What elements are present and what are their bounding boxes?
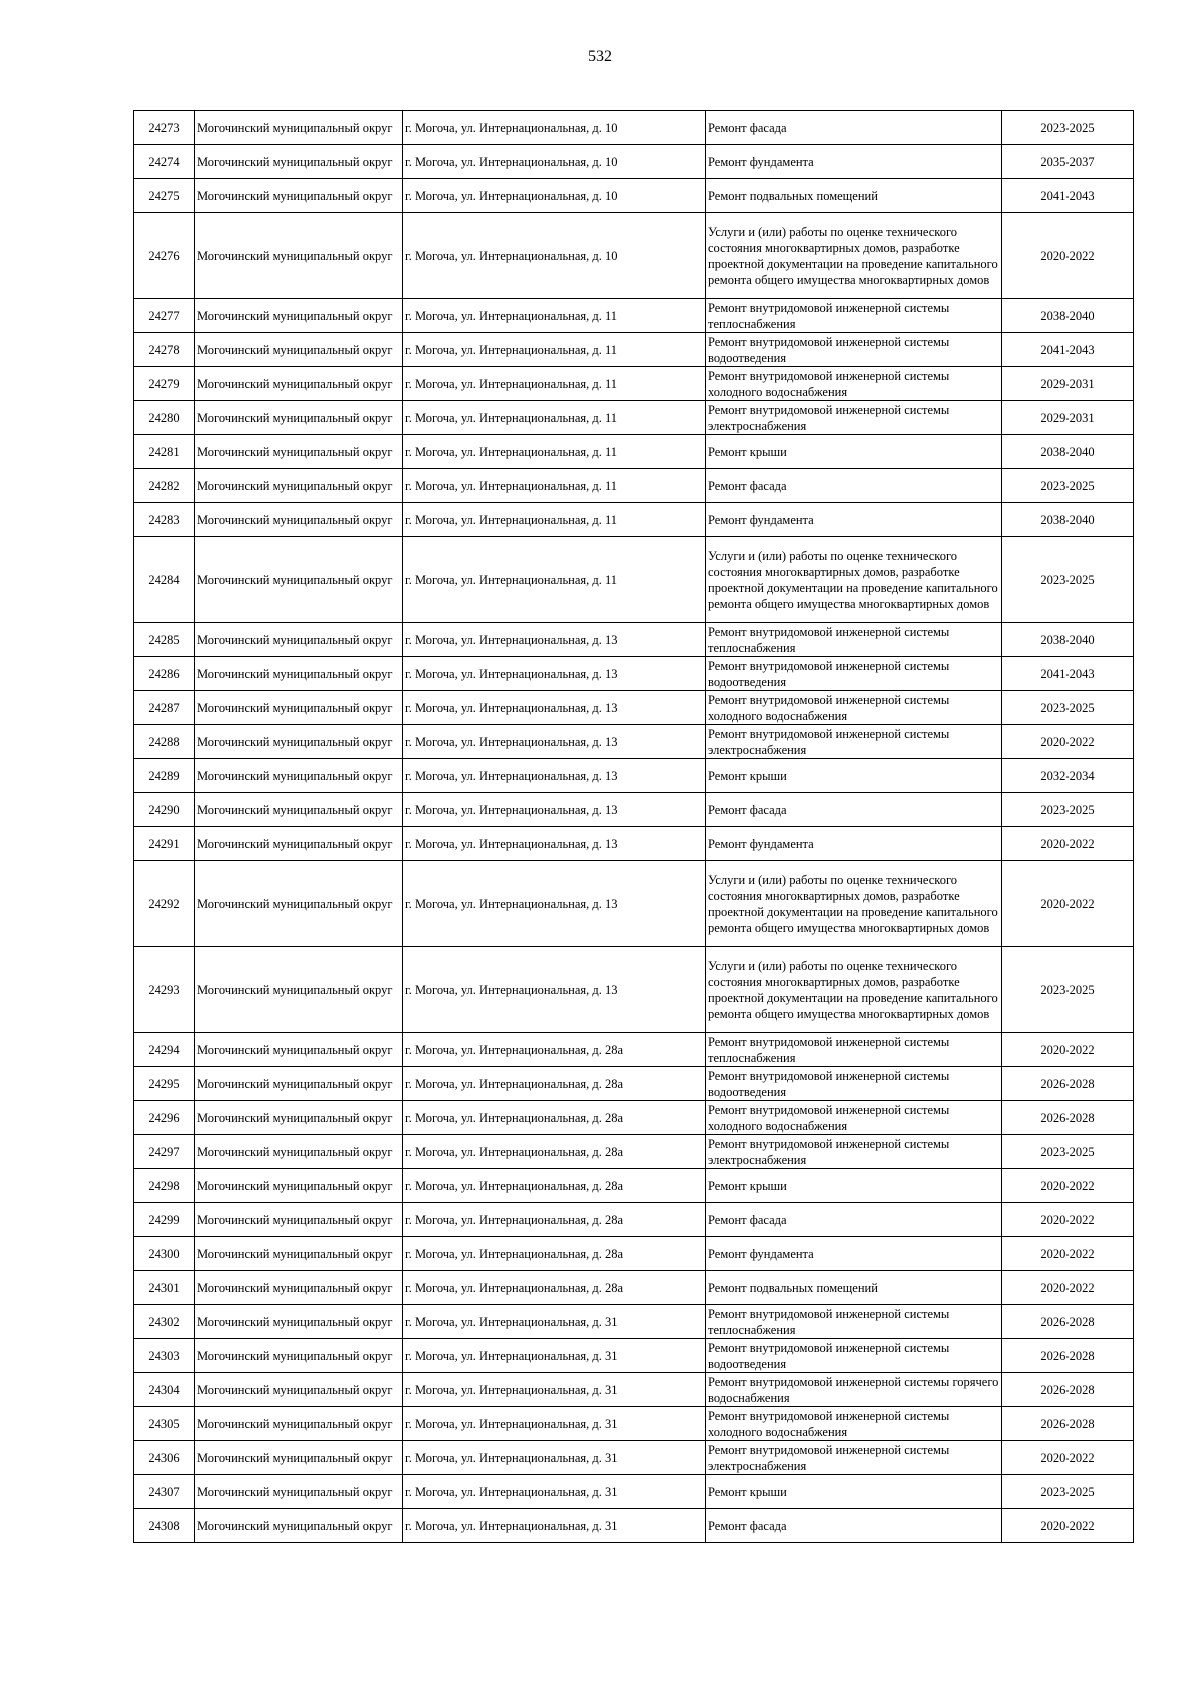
page-number: 532 bbox=[588, 48, 612, 65]
period-cell: 2020-2022 bbox=[1002, 1271, 1134, 1305]
address-cell: г. Могоча, ул. Интернациональная, д. 31 bbox=[403, 1305, 706, 1339]
address-cell: г. Могоча, ул. Интернациональная, д. 28а bbox=[403, 1169, 706, 1203]
municipality-cell: Могочинский муниципальный округ bbox=[195, 111, 403, 145]
table-row bbox=[134, 725, 1134, 759]
table-row bbox=[134, 947, 1134, 1033]
address-cell: г. Могоча, ул. Интернациональная, д. 13 bbox=[403, 861, 706, 947]
municipality-cell: Могочинский муниципальный округ bbox=[195, 947, 403, 1033]
repair-schedule-table bbox=[133, 110, 1134, 1543]
work-type-cell: Ремонт внутридомовой инженерной системы электроснабжения bbox=[706, 1135, 1002, 1169]
period-cell: 2020-2022 bbox=[1002, 1441, 1134, 1475]
row-number: 24278 bbox=[134, 333, 195, 367]
municipality-cell: Могочинский муниципальный округ bbox=[195, 1373, 403, 1407]
municipality-cell: Могочинский муниципальный округ bbox=[195, 1475, 403, 1509]
row-number: 24308 bbox=[134, 1509, 195, 1543]
table-row bbox=[134, 623, 1134, 657]
period-cell: 2023-2025 bbox=[1002, 469, 1134, 503]
row-number: 24280 bbox=[134, 401, 195, 435]
period-cell: 2026-2028 bbox=[1002, 1407, 1134, 1441]
row-number: 24285 bbox=[134, 623, 195, 657]
table-row bbox=[134, 1169, 1134, 1203]
table-row bbox=[134, 1067, 1134, 1101]
period-cell: 2035-2037 bbox=[1002, 145, 1134, 179]
municipality-cell: Могочинский муниципальный округ bbox=[195, 435, 403, 469]
work-type-cell: Ремонт внутридомовой инженерной системы теплоснабжения bbox=[706, 299, 1002, 333]
work-type-cell: Ремонт внутридомовой инженерной системы электроснабжения bbox=[706, 725, 1002, 759]
work-type-cell: Ремонт внутридомовой инженерной системы водоотведения bbox=[706, 657, 1002, 691]
work-type-cell: Ремонт фасада bbox=[706, 111, 1002, 145]
row-number: 24297 bbox=[134, 1135, 195, 1169]
period-cell: 2038-2040 bbox=[1002, 299, 1134, 333]
row-number: 24307 bbox=[134, 1475, 195, 1509]
work-type-cell: Ремонт внутридомовой инженерной системы водоотведения bbox=[706, 1339, 1002, 1373]
work-type-cell: Ремонт фундамента bbox=[706, 503, 1002, 537]
period-cell: 2023-2025 bbox=[1002, 1135, 1134, 1169]
address-cell: г. Могоча, ул. Интернациональная, д. 31 bbox=[403, 1509, 706, 1543]
table-row bbox=[134, 759, 1134, 793]
municipality-cell: Могочинский муниципальный округ bbox=[195, 691, 403, 725]
work-type-cell: Ремонт внутридомовой инженерной системы теплоснабжения bbox=[706, 623, 1002, 657]
row-number: 24306 bbox=[134, 1441, 195, 1475]
address-cell: г. Могоча, ул. Интернациональная, д. 11 bbox=[403, 401, 706, 435]
address-cell: г. Могоча, ул. Интернациональная, д. 13 bbox=[403, 691, 706, 725]
address-cell: г. Могоча, ул. Интернациональная, д. 31 bbox=[403, 1373, 706, 1407]
work-type-cell: Ремонт внутридомовой инженерной системы холодного водоснабжения bbox=[706, 367, 1002, 401]
municipality-cell: Могочинский муниципальный округ bbox=[195, 1441, 403, 1475]
table-row bbox=[134, 1237, 1134, 1271]
table-row bbox=[134, 1271, 1134, 1305]
work-type-cell: Ремонт подвальных помещений bbox=[706, 1271, 1002, 1305]
row-number: 24302 bbox=[134, 1305, 195, 1339]
municipality-cell: Могочинский муниципальный округ bbox=[195, 503, 403, 537]
work-type-cell: Ремонт фасада bbox=[706, 793, 1002, 827]
period-cell: 2041-2043 bbox=[1002, 179, 1134, 213]
work-type-cell: Ремонт внутридомовой инженерной системы холодного водоснабжения bbox=[706, 1407, 1002, 1441]
municipality-cell: Могочинский муниципальный округ bbox=[195, 1339, 403, 1373]
table-row bbox=[134, 333, 1134, 367]
municipality-cell: Могочинский муниципальный округ bbox=[195, 1033, 403, 1067]
period-cell: 2020-2022 bbox=[1002, 1033, 1134, 1067]
work-type-cell: Ремонт внутридомовой инженерной системы электроснабжения bbox=[706, 401, 1002, 435]
municipality-cell: Могочинский муниципальный округ bbox=[195, 1407, 403, 1441]
period-cell: 2020-2022 bbox=[1002, 1237, 1134, 1271]
address-cell: г. Могоча, ул. Интернациональная, д. 13 bbox=[403, 657, 706, 691]
row-number: 24288 bbox=[134, 725, 195, 759]
municipality-cell: Могочинский муниципальный округ bbox=[195, 827, 403, 861]
address-cell: г. Могоча, ул. Интернациональная, д. 28а bbox=[403, 1101, 706, 1135]
municipality-cell: Могочинский муниципальный округ bbox=[195, 469, 403, 503]
row-number: 24274 bbox=[134, 145, 195, 179]
address-cell: г. Могоча, ул. Интернациональная, д. 28а bbox=[403, 1033, 706, 1067]
row-number: 24286 bbox=[134, 657, 195, 691]
work-type-cell: Ремонт фундамента bbox=[706, 827, 1002, 861]
work-type-cell: Услуги и (или) работы по оценке технического состояния многоквартирных домов, разработке проектной документации на проведение капитального ремонта общего имущества многоквартирных домов bbox=[706, 537, 1002, 623]
address-cell: г. Могоча, ул. Интернациональная, д. 13 bbox=[403, 947, 706, 1033]
municipality-cell: Могочинский муниципальный округ bbox=[195, 1237, 403, 1271]
row-number: 24295 bbox=[134, 1067, 195, 1101]
table-row bbox=[134, 537, 1134, 623]
work-type-cell: Ремонт крыши bbox=[706, 1169, 1002, 1203]
row-number: 24303 bbox=[134, 1339, 195, 1373]
municipality-cell: Могочинский муниципальный округ bbox=[195, 1203, 403, 1237]
table-row bbox=[134, 1135, 1134, 1169]
period-cell: 2023-2025 bbox=[1002, 111, 1134, 145]
municipality-cell: Могочинский муниципальный округ bbox=[195, 759, 403, 793]
row-number: 24287 bbox=[134, 691, 195, 725]
period-cell: 2026-2028 bbox=[1002, 1339, 1134, 1373]
table-row bbox=[134, 1373, 1134, 1407]
table-row bbox=[134, 503, 1134, 537]
table-row bbox=[134, 793, 1134, 827]
table-row bbox=[134, 1339, 1134, 1373]
table-row bbox=[134, 1407, 1134, 1441]
table-row bbox=[134, 367, 1134, 401]
municipality-cell: Могочинский муниципальный округ bbox=[195, 333, 403, 367]
municipality-cell: Могочинский муниципальный округ bbox=[195, 145, 403, 179]
period-cell: 2038-2040 bbox=[1002, 435, 1134, 469]
address-cell: г. Могоча, ул. Интернациональная, д. 28а bbox=[403, 1237, 706, 1271]
row-number: 24299 bbox=[134, 1203, 195, 1237]
municipality-cell: Могочинский муниципальный округ bbox=[195, 725, 403, 759]
table-row bbox=[134, 1475, 1134, 1509]
table-row bbox=[134, 111, 1134, 145]
table-row bbox=[134, 827, 1134, 861]
row-number: 24281 bbox=[134, 435, 195, 469]
table-row bbox=[134, 145, 1134, 179]
work-type-cell: Ремонт внутридомовой инженерной системы теплоснабжения bbox=[706, 1033, 1002, 1067]
work-type-cell: Ремонт внутридомовой инженерной системы теплоснабжения bbox=[706, 1305, 1002, 1339]
period-cell: 2023-2025 bbox=[1002, 691, 1134, 725]
municipality-cell: Могочинский муниципальный округ bbox=[195, 861, 403, 947]
row-number: 24283 bbox=[134, 503, 195, 537]
table-row bbox=[134, 657, 1134, 691]
municipality-cell: Могочинский муниципальный округ bbox=[195, 1135, 403, 1169]
address-cell: г. Могоча, ул. Интернациональная, д. 31 bbox=[403, 1407, 706, 1441]
period-cell: 2020-2022 bbox=[1002, 861, 1134, 947]
row-number: 24279 bbox=[134, 367, 195, 401]
row-number: 24276 bbox=[134, 213, 195, 299]
address-cell: г. Могоча, ул. Интернациональная, д. 28а bbox=[403, 1067, 706, 1101]
row-number: 24293 bbox=[134, 947, 195, 1033]
address-cell: г. Могоча, ул. Интернациональная, д. 28а bbox=[403, 1135, 706, 1169]
work-type-cell: Ремонт крыши bbox=[706, 1475, 1002, 1509]
row-number: 24294 bbox=[134, 1033, 195, 1067]
municipality-cell: Могочинский муниципальный округ bbox=[195, 367, 403, 401]
period-cell: 2023-2025 bbox=[1002, 537, 1134, 623]
work-type-cell: Ремонт крыши bbox=[706, 759, 1002, 793]
row-number: 24305 bbox=[134, 1407, 195, 1441]
address-cell: г. Могоча, ул. Интернациональная, д. 28а bbox=[403, 1271, 706, 1305]
municipality-cell: Могочинский муниципальный округ bbox=[195, 213, 403, 299]
address-cell: г. Могоча, ул. Интернациональная, д. 13 bbox=[403, 827, 706, 861]
work-type-cell: Ремонт внутридомовой инженерной системы горячего водоснабжения bbox=[706, 1373, 1002, 1407]
row-number: 24277 bbox=[134, 299, 195, 333]
row-number: 24282 bbox=[134, 469, 195, 503]
period-cell: 2026-2028 bbox=[1002, 1305, 1134, 1339]
table-row bbox=[134, 1203, 1134, 1237]
period-cell: 2023-2025 bbox=[1002, 793, 1134, 827]
address-cell: г. Могоча, ул. Интернациональная, д. 11 bbox=[403, 469, 706, 503]
municipality-cell: Могочинский муниципальный округ bbox=[195, 1101, 403, 1135]
municipality-cell: Могочинский муниципальный округ bbox=[195, 537, 403, 623]
period-cell: 2041-2043 bbox=[1002, 657, 1134, 691]
work-type-cell: Услуги и (или) работы по оценке технического состояния многоквартирных домов, разработке проектной документации на проведение капитального ремонта общего имущества многоквартирных домов bbox=[706, 213, 1002, 299]
period-cell: 2026-2028 bbox=[1002, 1101, 1134, 1135]
address-cell: г. Могоча, ул. Интернациональная, д. 28а bbox=[403, 1203, 706, 1237]
work-type-cell: Ремонт фасада bbox=[706, 469, 1002, 503]
period-cell: 2020-2022 bbox=[1002, 1509, 1134, 1543]
table-row bbox=[134, 179, 1134, 213]
address-cell: г. Могоча, ул. Интернациональная, д. 13 bbox=[403, 725, 706, 759]
period-cell: 2038-2040 bbox=[1002, 503, 1134, 537]
row-number: 24275 bbox=[134, 179, 195, 213]
municipality-cell: Могочинский муниципальный округ bbox=[195, 1169, 403, 1203]
municipality-cell: Могочинский муниципальный округ bbox=[195, 299, 403, 333]
table-row bbox=[134, 1509, 1134, 1543]
address-cell: г. Могоча, ул. Интернациональная, д. 10 bbox=[403, 111, 706, 145]
row-number: 24300 bbox=[134, 1237, 195, 1271]
period-cell: 2020-2022 bbox=[1002, 827, 1134, 861]
table-row bbox=[134, 1441, 1134, 1475]
work-type-cell: Ремонт фасада bbox=[706, 1509, 1002, 1543]
period-cell: 2020-2022 bbox=[1002, 725, 1134, 759]
address-cell: г. Могоча, ул. Интернациональная, д. 11 bbox=[403, 435, 706, 469]
period-cell: 2020-2022 bbox=[1002, 213, 1134, 299]
municipality-cell: Могочинский муниципальный округ bbox=[195, 657, 403, 691]
period-cell: 2029-2031 bbox=[1002, 367, 1134, 401]
work-type-cell: Ремонт внутридомовой инженерной системы электроснабжения bbox=[706, 1441, 1002, 1475]
municipality-cell: Могочинский муниципальный округ bbox=[195, 179, 403, 213]
row-number: 24290 bbox=[134, 793, 195, 827]
table-row bbox=[134, 469, 1134, 503]
address-cell: г. Могоча, ул. Интернациональная, д. 13 bbox=[403, 759, 706, 793]
address-cell: г. Могоча, ул. Интернациональная, д. 13 bbox=[403, 623, 706, 657]
table-row bbox=[134, 1305, 1134, 1339]
row-number: 24289 bbox=[134, 759, 195, 793]
period-cell: 2023-2025 bbox=[1002, 1475, 1134, 1509]
address-cell: г. Могоча, ул. Интернациональная, д. 11 bbox=[403, 333, 706, 367]
table-row bbox=[134, 1033, 1134, 1067]
municipality-cell: Могочинский муниципальный округ bbox=[195, 1271, 403, 1305]
row-number: 24301 bbox=[134, 1271, 195, 1305]
address-cell: г. Могоча, ул. Интернациональная, д. 11 bbox=[403, 367, 706, 401]
period-cell: 2038-2040 bbox=[1002, 623, 1134, 657]
work-type-cell: Ремонт фасада bbox=[706, 1203, 1002, 1237]
row-number: 24296 bbox=[134, 1101, 195, 1135]
period-cell: 2026-2028 bbox=[1002, 1067, 1134, 1101]
address-cell: г. Могоча, ул. Интернациональная, д. 10 bbox=[403, 145, 706, 179]
address-cell: г. Могоча, ул. Интернациональная, д. 11 bbox=[403, 299, 706, 333]
address-cell: г. Могоча, ул. Интернациональная, д. 31 bbox=[403, 1339, 706, 1373]
municipality-cell: Могочинский муниципальный округ bbox=[195, 401, 403, 435]
work-type-cell: Ремонт внутридомовой инженерной системы холодного водоснабжения bbox=[706, 1101, 1002, 1135]
address-cell: г. Могоча, ул. Интернациональная, д. 11 bbox=[403, 503, 706, 537]
row-number: 24291 bbox=[134, 827, 195, 861]
period-cell: 2029-2031 bbox=[1002, 401, 1134, 435]
period-cell: 2020-2022 bbox=[1002, 1169, 1134, 1203]
address-cell: г. Могоча, ул. Интернациональная, д. 31 bbox=[403, 1475, 706, 1509]
period-cell: 2023-2025 bbox=[1002, 947, 1134, 1033]
table-row bbox=[134, 435, 1134, 469]
period-cell: 2041-2043 bbox=[1002, 333, 1134, 367]
work-type-cell: Ремонт подвальных помещений bbox=[706, 179, 1002, 213]
period-cell: 2020-2022 bbox=[1002, 1203, 1134, 1237]
row-number: 24292 bbox=[134, 861, 195, 947]
work-type-cell: Ремонт фундамента bbox=[706, 1237, 1002, 1271]
work-type-cell: Ремонт внутридомовой инженерной системы холодного водоснабжения bbox=[706, 691, 1002, 725]
municipality-cell: Могочинский муниципальный округ bbox=[195, 1067, 403, 1101]
municipality-cell: Могочинский муниципальный округ bbox=[195, 793, 403, 827]
table-row bbox=[134, 1101, 1134, 1135]
address-cell: г. Могоча, ул. Интернациональная, д. 11 bbox=[403, 537, 706, 623]
row-number: 24304 bbox=[134, 1373, 195, 1407]
address-cell: г. Могоча, ул. Интернациональная, д. 10 bbox=[403, 213, 706, 299]
work-type-cell: Ремонт крыши bbox=[706, 435, 1002, 469]
municipality-cell: Могочинский муниципальный округ bbox=[195, 623, 403, 657]
work-type-cell: Услуги и (или) работы по оценке технического состояния многоквартирных домов, разработке проектной документации на проведение капитального ремонта общего имущества многоквартирных домов bbox=[706, 861, 1002, 947]
row-number: 24284 bbox=[134, 537, 195, 623]
work-type-cell: Ремонт внутридомовой инженерной системы водоотведения bbox=[706, 1067, 1002, 1101]
table-row bbox=[134, 691, 1134, 725]
row-number: 24273 bbox=[134, 111, 195, 145]
municipality-cell: Могочинский муниципальный округ bbox=[195, 1509, 403, 1543]
work-type-cell: Услуги и (или) работы по оценке технического состояния многоквартирных домов, разработке проектной документации на проведение капитального ремонта общего имущества многоквартирных домов bbox=[706, 947, 1002, 1033]
work-type-cell: Ремонт фундамента bbox=[706, 145, 1002, 179]
table-body bbox=[134, 111, 1134, 1543]
table-row bbox=[134, 299, 1134, 333]
table-row bbox=[134, 861, 1134, 947]
table-row bbox=[134, 401, 1134, 435]
address-cell: г. Могоча, ул. Интернациональная, д. 31 bbox=[403, 1441, 706, 1475]
work-type-cell: Ремонт внутридомовой инженерной системы водоотведения bbox=[706, 333, 1002, 367]
period-cell: 2026-2028 bbox=[1002, 1373, 1134, 1407]
municipality-cell: Могочинский муниципальный округ bbox=[195, 1305, 403, 1339]
address-cell: г. Могоча, ул. Интернациональная, д. 10 bbox=[403, 179, 706, 213]
period-cell: 2032-2034 bbox=[1002, 759, 1134, 793]
table-row bbox=[134, 213, 1134, 299]
row-number: 24298 bbox=[134, 1169, 195, 1203]
address-cell: г. Могоча, ул. Интернациональная, д. 13 bbox=[403, 793, 706, 827]
